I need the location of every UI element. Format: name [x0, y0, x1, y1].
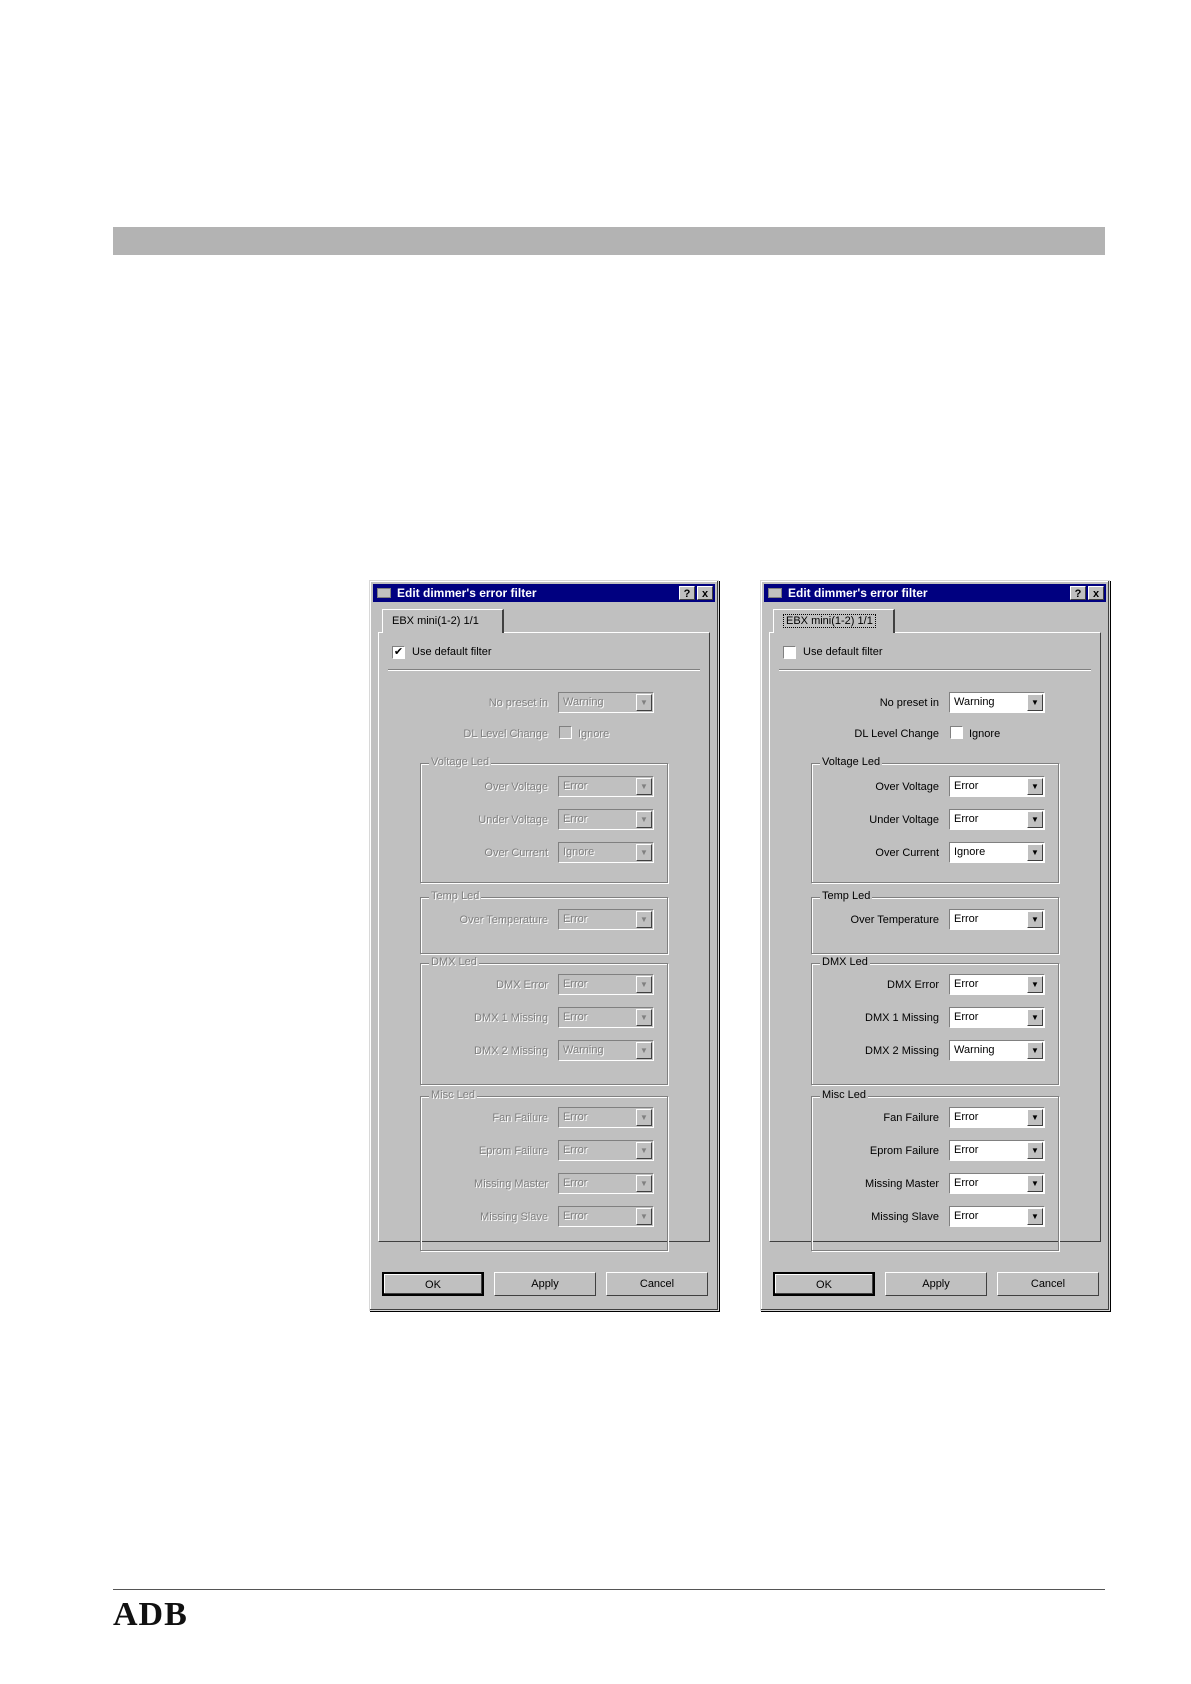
tab-label: EBX mini(1-2) 1/1 [783, 614, 876, 628]
error-filter-dialog-default [369, 580, 719, 1311]
help-button[interactable]: ? [1070, 586, 1086, 600]
over-current-select[interactable] [558, 842, 654, 863]
use-default-label: Use default filter [803, 646, 883, 658]
chevron-down-icon[interactable]: ▼ [636, 1175, 652, 1192]
select-value: Error [954, 978, 979, 990]
select-value: Error [563, 913, 588, 925]
chevron-down-icon[interactable]: ▼ [1027, 1208, 1043, 1225]
select-value: Error [563, 1210, 588, 1222]
chevron-down-icon[interactable]: ▼ [636, 1042, 652, 1059]
chevron-down-icon[interactable]: ▼ [1027, 1109, 1043, 1126]
error-filter-dialog-custom [760, 580, 1110, 1311]
help-button[interactable]: ? [679, 586, 695, 600]
missing-slave-label: Missing Slave [480, 1211, 548, 1223]
no-preset-label: No preset in [879, 697, 939, 709]
select-value: Error [563, 813, 588, 825]
over-temperature-label: Over Temperature [459, 914, 548, 926]
dmx1-missing-label: DMX 1 Missing [865, 1012, 939, 1024]
select-value: Error [954, 813, 979, 825]
select-value: Error [954, 1177, 979, 1189]
tab-dimmer[interactable] [773, 609, 895, 633]
dmx2-missing-select[interactable] [558, 1040, 654, 1061]
dmx-error-label: DMX Error [496, 979, 548, 991]
group-title: DMX Led [822, 956, 868, 968]
dialog-title: Edit dimmer's error filter [788, 586, 928, 600]
use-default-checkbox[interactable] [783, 646, 796, 659]
divider [388, 669, 700, 671]
eprom-failure-label: Eprom Failure [869, 1145, 939, 1157]
missing-master-select[interactable] [558, 1173, 654, 1194]
group-title: Misc Led [431, 1089, 476, 1101]
dmx1-missing-select[interactable] [949, 1007, 1045, 1028]
dmx2-missing-label: DMX 2 Missing [474, 1045, 548, 1057]
chevron-down-icon[interactable]: ▼ [636, 1009, 652, 1026]
use-default-checkbox[interactable] [392, 646, 405, 659]
missing-slave-select[interactable] [949, 1206, 1045, 1227]
select-value: Error [954, 1144, 979, 1156]
eprom-failure-select[interactable] [949, 1140, 1045, 1161]
over-voltage-select[interactable] [949, 776, 1045, 797]
ok-button[interactable]: OK [773, 1272, 875, 1296]
tab-label: EBX mini(1-2) 1/1 [392, 615, 479, 627]
title-bar[interactable] [373, 584, 715, 602]
select-value: Warning [563, 696, 604, 708]
chevron-down-icon[interactable]: ▼ [1027, 1142, 1043, 1159]
dmx2-missing-label: DMX 2 Missing [865, 1045, 939, 1057]
chevron-down-icon[interactable]: ▼ [1027, 694, 1043, 711]
chevron-down-icon[interactable]: ▼ [1027, 1175, 1043, 1192]
chevron-down-icon[interactable]: ▼ [1027, 911, 1043, 928]
window-icon [377, 588, 391, 598]
eprom-failure-select[interactable] [558, 1140, 654, 1161]
select-value: Error [954, 1210, 979, 1222]
select-value: Error [563, 978, 588, 990]
select-value: Warning [954, 1044, 995, 1056]
select-value: Warning [954, 696, 995, 708]
check-icon: ✔ [393, 646, 404, 658]
select-value: Ignore [563, 846, 595, 858]
over-temperature-label: Over Temperature [850, 914, 939, 926]
no-preset-label: No preset in [488, 697, 548, 709]
chevron-down-icon[interactable]: ▼ [1027, 844, 1043, 861]
dmx-error-select[interactable] [558, 974, 654, 995]
chevron-down-icon[interactable]: ▼ [636, 844, 652, 861]
select-value: Warning [563, 1044, 604, 1056]
cancel-button[interactable]: Cancel [606, 1272, 708, 1296]
missing-master-label: Missing Master [474, 1178, 548, 1190]
chevron-down-icon[interactable]: ▼ [636, 976, 652, 993]
over-temperature-select[interactable] [558, 909, 654, 930]
select-value: Ignore [954, 846, 986, 858]
dl-level-label: DL Level Change [854, 728, 939, 740]
fan-failure-label: Fan Failure [492, 1112, 548, 1124]
eprom-failure-label: Eprom Failure [478, 1145, 548, 1157]
chevron-down-icon[interactable]: ▼ [636, 694, 652, 711]
chevron-down-icon[interactable]: ▼ [1027, 811, 1043, 828]
over-voltage-label: Over Voltage [484, 781, 548, 793]
dl-level-ignore-label: Ignore [578, 728, 610, 740]
under-voltage-label: Under Voltage [869, 814, 939, 826]
use-default-label: Use default filter [412, 646, 492, 658]
no-preset-select[interactable] [558, 692, 654, 713]
fan-failure-select[interactable] [558, 1107, 654, 1128]
select-value: Error [563, 1177, 588, 1189]
group-title: DMX Led [431, 956, 477, 968]
dl-level-ignore-checkbox[interactable] [950, 726, 963, 739]
under-voltage-select[interactable] [558, 809, 654, 830]
select-value: Error [563, 1111, 588, 1123]
over-voltage-label: Over Voltage [875, 781, 939, 793]
missing-master-label: Missing Master [865, 1178, 939, 1190]
chevron-down-icon[interactable]: ▼ [636, 1208, 652, 1225]
select-value: Error [954, 1111, 979, 1123]
dl-level-ignore-checkbox[interactable] [559, 726, 572, 739]
title-bar[interactable] [764, 584, 1106, 602]
chevron-down-icon[interactable]: ▼ [636, 1142, 652, 1159]
chevron-down-icon[interactable]: ▼ [1027, 1009, 1043, 1026]
chevron-down-icon[interactable]: ▼ [1027, 976, 1043, 993]
chevron-down-icon[interactable]: ▼ [1027, 1042, 1043, 1059]
fan-failure-label: Fan Failure [883, 1112, 939, 1124]
missing-master-select[interactable] [949, 1173, 1045, 1194]
dmx1-missing-select[interactable] [558, 1007, 654, 1028]
chevron-down-icon[interactable]: ▼ [636, 1109, 652, 1126]
section-header-bar [113, 227, 1105, 255]
footer-divider [113, 1589, 1105, 1590]
close-button[interactable]: x [1088, 586, 1104, 600]
no-preset-select[interactable] [949, 692, 1045, 713]
chevron-down-icon[interactable]: ▼ [636, 911, 652, 928]
close-button[interactable]: x [697, 586, 713, 600]
select-value: Error [563, 780, 588, 792]
select-value: Error [954, 913, 979, 925]
dialog-title: Edit dimmer's error filter [397, 586, 537, 600]
under-voltage-label: Under Voltage [478, 814, 548, 826]
group-title: Temp Led [822, 890, 871, 902]
select-value: Error [563, 1011, 588, 1023]
over-voltage-select[interactable] [558, 776, 654, 797]
over-current-label: Over Current [484, 847, 548, 859]
missing-slave-select[interactable] [558, 1206, 654, 1227]
select-value: Error [954, 780, 979, 792]
window-icon [768, 588, 782, 598]
apply-button[interactable]: Apply [494, 1272, 596, 1296]
cancel-button[interactable]: Cancel [997, 1272, 1099, 1296]
dmx-error-select[interactable] [949, 974, 1045, 995]
dl-level-ignore-label: Ignore [969, 728, 1001, 740]
group-title: Temp Led [431, 890, 480, 902]
over-current-select[interactable] [949, 842, 1045, 863]
group-title: Voltage Led [822, 756, 881, 768]
missing-slave-label: Missing Slave [871, 1211, 939, 1223]
select-value: Error [954, 1011, 979, 1023]
fan-failure-select[interactable] [949, 1107, 1045, 1128]
dmx-error-label: DMX Error [887, 979, 939, 991]
chevron-down-icon[interactable]: ▼ [636, 778, 652, 795]
dmx1-missing-label: DMX 1 Missing [474, 1012, 548, 1024]
adb-logo: ADB [113, 1596, 188, 1633]
apply-button[interactable]: Apply [885, 1272, 987, 1296]
chevron-down-icon[interactable]: ▼ [636, 811, 652, 828]
group-title: Voltage Led [431, 756, 490, 768]
group-title: Misc Led [822, 1089, 867, 1101]
dl-level-label: DL Level Change [463, 728, 548, 740]
chevron-down-icon[interactable]: ▼ [1027, 778, 1043, 795]
over-current-label: Over Current [875, 847, 939, 859]
ok-button[interactable]: OK [382, 1272, 484, 1296]
dmx2-missing-select[interactable] [949, 1040, 1045, 1061]
under-voltage-select[interactable] [949, 809, 1045, 830]
select-value: Error [563, 1144, 588, 1156]
divider [779, 669, 1091, 671]
over-temperature-select[interactable] [949, 909, 1045, 930]
tab-dimmer[interactable] [382, 609, 504, 633]
